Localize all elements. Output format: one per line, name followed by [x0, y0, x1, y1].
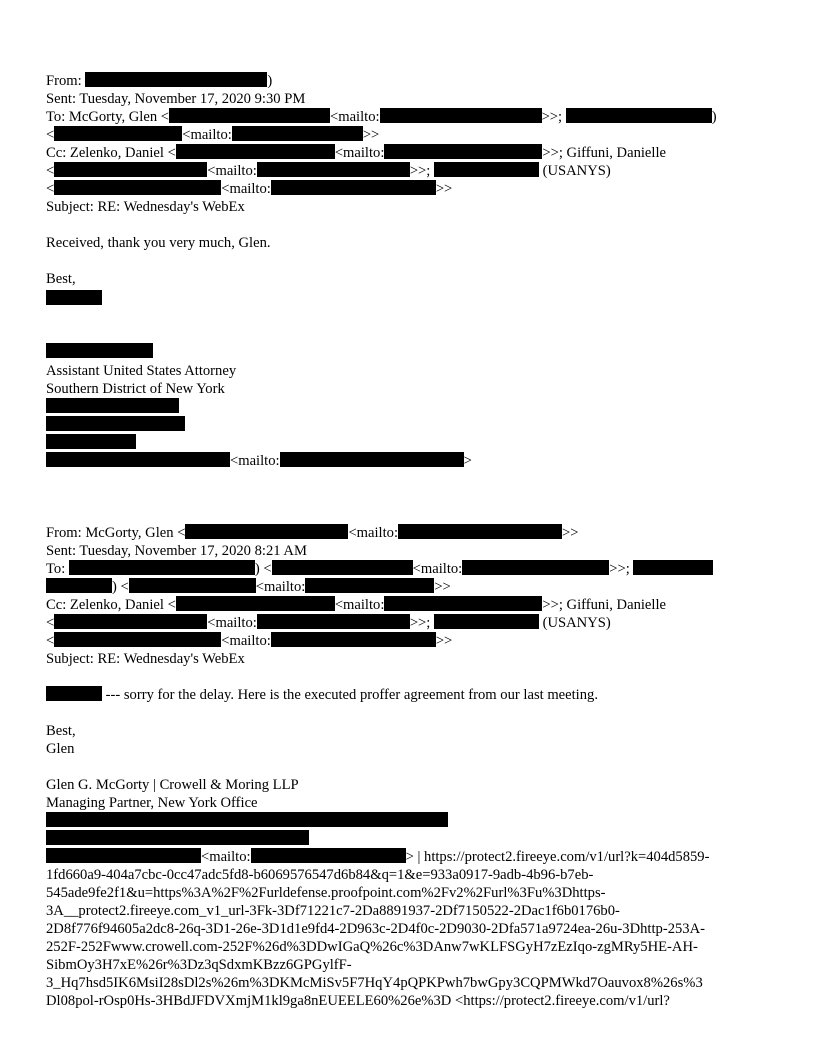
- redaction: [633, 560, 713, 575]
- org-label: (USANYS): [538, 615, 611, 631]
- email2-name: Glen: [46, 741, 75, 757]
- cc-name: >>; Giffuni, Danielle: [542, 597, 666, 613]
- mailto-label: <mailto:: [221, 633, 271, 649]
- mailto-label: <mailto:: [207, 163, 257, 179]
- redaction: [434, 614, 539, 629]
- redaction: [46, 452, 230, 467]
- redaction: [398, 524, 562, 539]
- redaction: [176, 144, 335, 159]
- cc-label: Cc: Zelenko, Daniel <: [46, 145, 176, 161]
- redaction: [54, 632, 221, 647]
- mailto-label: <mailto:: [334, 145, 385, 161]
- email2-cc-line-3: [46, 632, 452, 650]
- separator: >>;: [541, 109, 566, 125]
- cc-label: Cc: Zelenko, Daniel <: [46, 597, 176, 613]
- email1-to-line-2: [46, 126, 379, 144]
- redaction: [169, 108, 330, 123]
- redaction: [257, 162, 410, 177]
- url-line[interactable]: 545ade9fe2f1&u=https%3A%2F%2Furldefense.proofpoint.com%2Fv2%2Furl%3Fu%3Dhttps-: [46, 885, 606, 901]
- email2-sig-line2: Managing Partner, New York Office: [46, 795, 258, 811]
- redaction: [54, 126, 182, 141]
- redaction: [46, 686, 102, 701]
- angle: >>: [435, 633, 453, 649]
- redaction: [46, 578, 112, 593]
- angle: <: [46, 181, 55, 197]
- email2-subject: Subject: RE: Wednesday's WebEx: [46, 651, 245, 667]
- redaction: [384, 596, 542, 611]
- redaction: [46, 416, 185, 431]
- redaction: [176, 596, 335, 611]
- org-label: (USANYS): [538, 163, 611, 179]
- angle: <: [46, 163, 55, 179]
- url-start: > | https://protect2.fireeye.com/v1/url?k=404d5859-: [405, 849, 710, 865]
- url-line[interactable]: 3A__protect2.fireeye.com_v1_url-3Fk-3Df71221c7-2Da8891937-2Df7150522-2Dac1f6b0176b0-: [46, 903, 620, 919]
- url-line[interactable]: 1fd660a9-404a7cbc-0cc47adc5fd8-b6069576547d6b84&q=1&e=933a0917-9adb-4b96-b7eb-: [46, 867, 594, 883]
- redaction: [46, 343, 153, 358]
- email1-cc-line-2: [46, 162, 611, 180]
- separator: ) <: [254, 561, 272, 577]
- separator: ) <: [112, 579, 129, 595]
- paren: ): [267, 73, 273, 89]
- redaction: [46, 848, 201, 863]
- email1-cc-line: [46, 144, 666, 162]
- mailto-label: <mailto:: [255, 579, 306, 595]
- angle: <: [46, 615, 55, 631]
- redaction: [54, 162, 207, 177]
- angle: >>: [562, 525, 579, 541]
- redaction: [384, 144, 542, 159]
- mailto-label: <mailto:: [201, 849, 251, 865]
- redaction: [272, 560, 413, 575]
- redaction: [280, 452, 464, 467]
- email2-sig-email: [46, 848, 709, 866]
- angle: >>: [434, 579, 451, 595]
- redaction: [271, 180, 436, 195]
- email2-sent-line: Sent: Tuesday, November 17, 2020 8:21 AM: [46, 543, 307, 559]
- email2-body: [46, 686, 598, 704]
- redaction: [380, 108, 542, 123]
- email2-cc-line: [46, 596, 666, 614]
- url-line[interactable]: 252F-252Fwww.crowell.com-252F%26d%3DDwIGaQ%26c%3DAnw7wKLFSGyH7zEzIqo-zgMRy5HE-AH-: [46, 939, 698, 955]
- angle: >>: [362, 127, 380, 143]
- email1-body: Received, thank you very much, Glen.: [46, 235, 271, 251]
- email2-cc-line-2: [46, 614, 611, 632]
- angle: >>: [435, 181, 453, 197]
- redaction: [46, 830, 309, 845]
- body-text: --- sorry for the delay. Here is the executed proffer agreement from our last meeting.: [102, 687, 598, 703]
- cc-name: >>; Giffuni, Danielle: [542, 145, 666, 161]
- email1-from-line: [46, 72, 272, 90]
- email1-cc-line-3: [46, 180, 452, 198]
- separator: >>;: [409, 163, 434, 179]
- email2-from-line: [46, 524, 578, 542]
- redaction: [305, 578, 434, 593]
- redaction: [257, 614, 410, 629]
- email1-subject: Subject: RE: Wednesday's WebEx: [46, 199, 245, 215]
- angle: >: [463, 453, 472, 469]
- redaction: [129, 578, 256, 593]
- mailto-label: <mailto:: [348, 525, 399, 541]
- redaction: [185, 524, 348, 539]
- redaction: [566, 108, 712, 123]
- redaction: [434, 162, 539, 177]
- mailto-label: <mailto:: [230, 453, 280, 469]
- email1-best: Best,: [46, 271, 76, 287]
- url-line[interactable]: 2D8f776f94605a2dc8-26q-3D1-26e-3D1d1e9fd4-2D963c-2D4f0c-2D9030-2Dfa571a9724ea-26u-3Dhttp-253A-: [46, 921, 705, 937]
- redaction: [46, 398, 179, 413]
- mailto-label: <mailto:: [221, 181, 271, 197]
- url-line[interactable]: Dl08pol-rOsp0Hs-3HBdJFDVXmjM1kl9ga8nEUEELE60%26e%3D <https://protect2.fireeye.com/v1/url?: [46, 993, 670, 1009]
- email1-sig-email: [46, 452, 472, 470]
- url-line[interactable]: SibmOy3H7xE%26r%3Dz3qSdxmKBzz6GPGylfF-: [46, 957, 352, 973]
- from-label: From:: [46, 73, 86, 89]
- separator: >>;: [409, 615, 434, 631]
- email1-to-line: [46, 108, 717, 126]
- to-label: To: McGorty, Glen <: [46, 109, 169, 125]
- mailto-label: <mailto:: [182, 127, 232, 143]
- mailto-label: <mailto:: [330, 109, 380, 125]
- email2-to-line: [46, 560, 713, 578]
- redaction: [462, 560, 609, 575]
- paren: ): [711, 109, 717, 125]
- redaction: [46, 812, 448, 827]
- redaction: [54, 614, 207, 629]
- separator: >>;: [609, 561, 634, 577]
- angle: <: [46, 127, 55, 143]
- mailto-label: <mailto:: [334, 597, 385, 613]
- redaction: [46, 434, 136, 449]
- email2-best: Best,: [46, 723, 76, 739]
- redaction: [85, 72, 267, 87]
- email1-sent-line: Sent: Tuesday, November 17, 2020 9:30 PM: [46, 91, 306, 107]
- redaction: [232, 126, 363, 141]
- email1-sig-office: Southern District of New York: [46, 381, 225, 397]
- redaction: [54, 180, 221, 195]
- angle: <: [46, 633, 55, 649]
- redaction: [69, 560, 255, 575]
- url-line[interactable]: 3_Hq7hsd5IK6MsiI28sDl2s%26m%3DKMcMiSv5F7HqY4pQPKPwh7bwGpy3CQPMWkd7Oauvox8%26s%3: [46, 975, 703, 991]
- from-label: From: McGorty, Glen <: [46, 525, 186, 541]
- redaction: [251, 848, 406, 863]
- email2-to-line-2: [46, 578, 451, 596]
- mailto-label: <mailto:: [412, 561, 463, 577]
- redaction: [271, 632, 436, 647]
- email1-sig-title: Assistant United States Attorney: [46, 363, 237, 379]
- redaction: [46, 290, 102, 305]
- to-label: To:: [46, 561, 69, 577]
- email2-sig-line1: Glen G. McGorty | Crowell & Moring LLP: [46, 777, 299, 793]
- mailto-label: <mailto:: [207, 615, 257, 631]
